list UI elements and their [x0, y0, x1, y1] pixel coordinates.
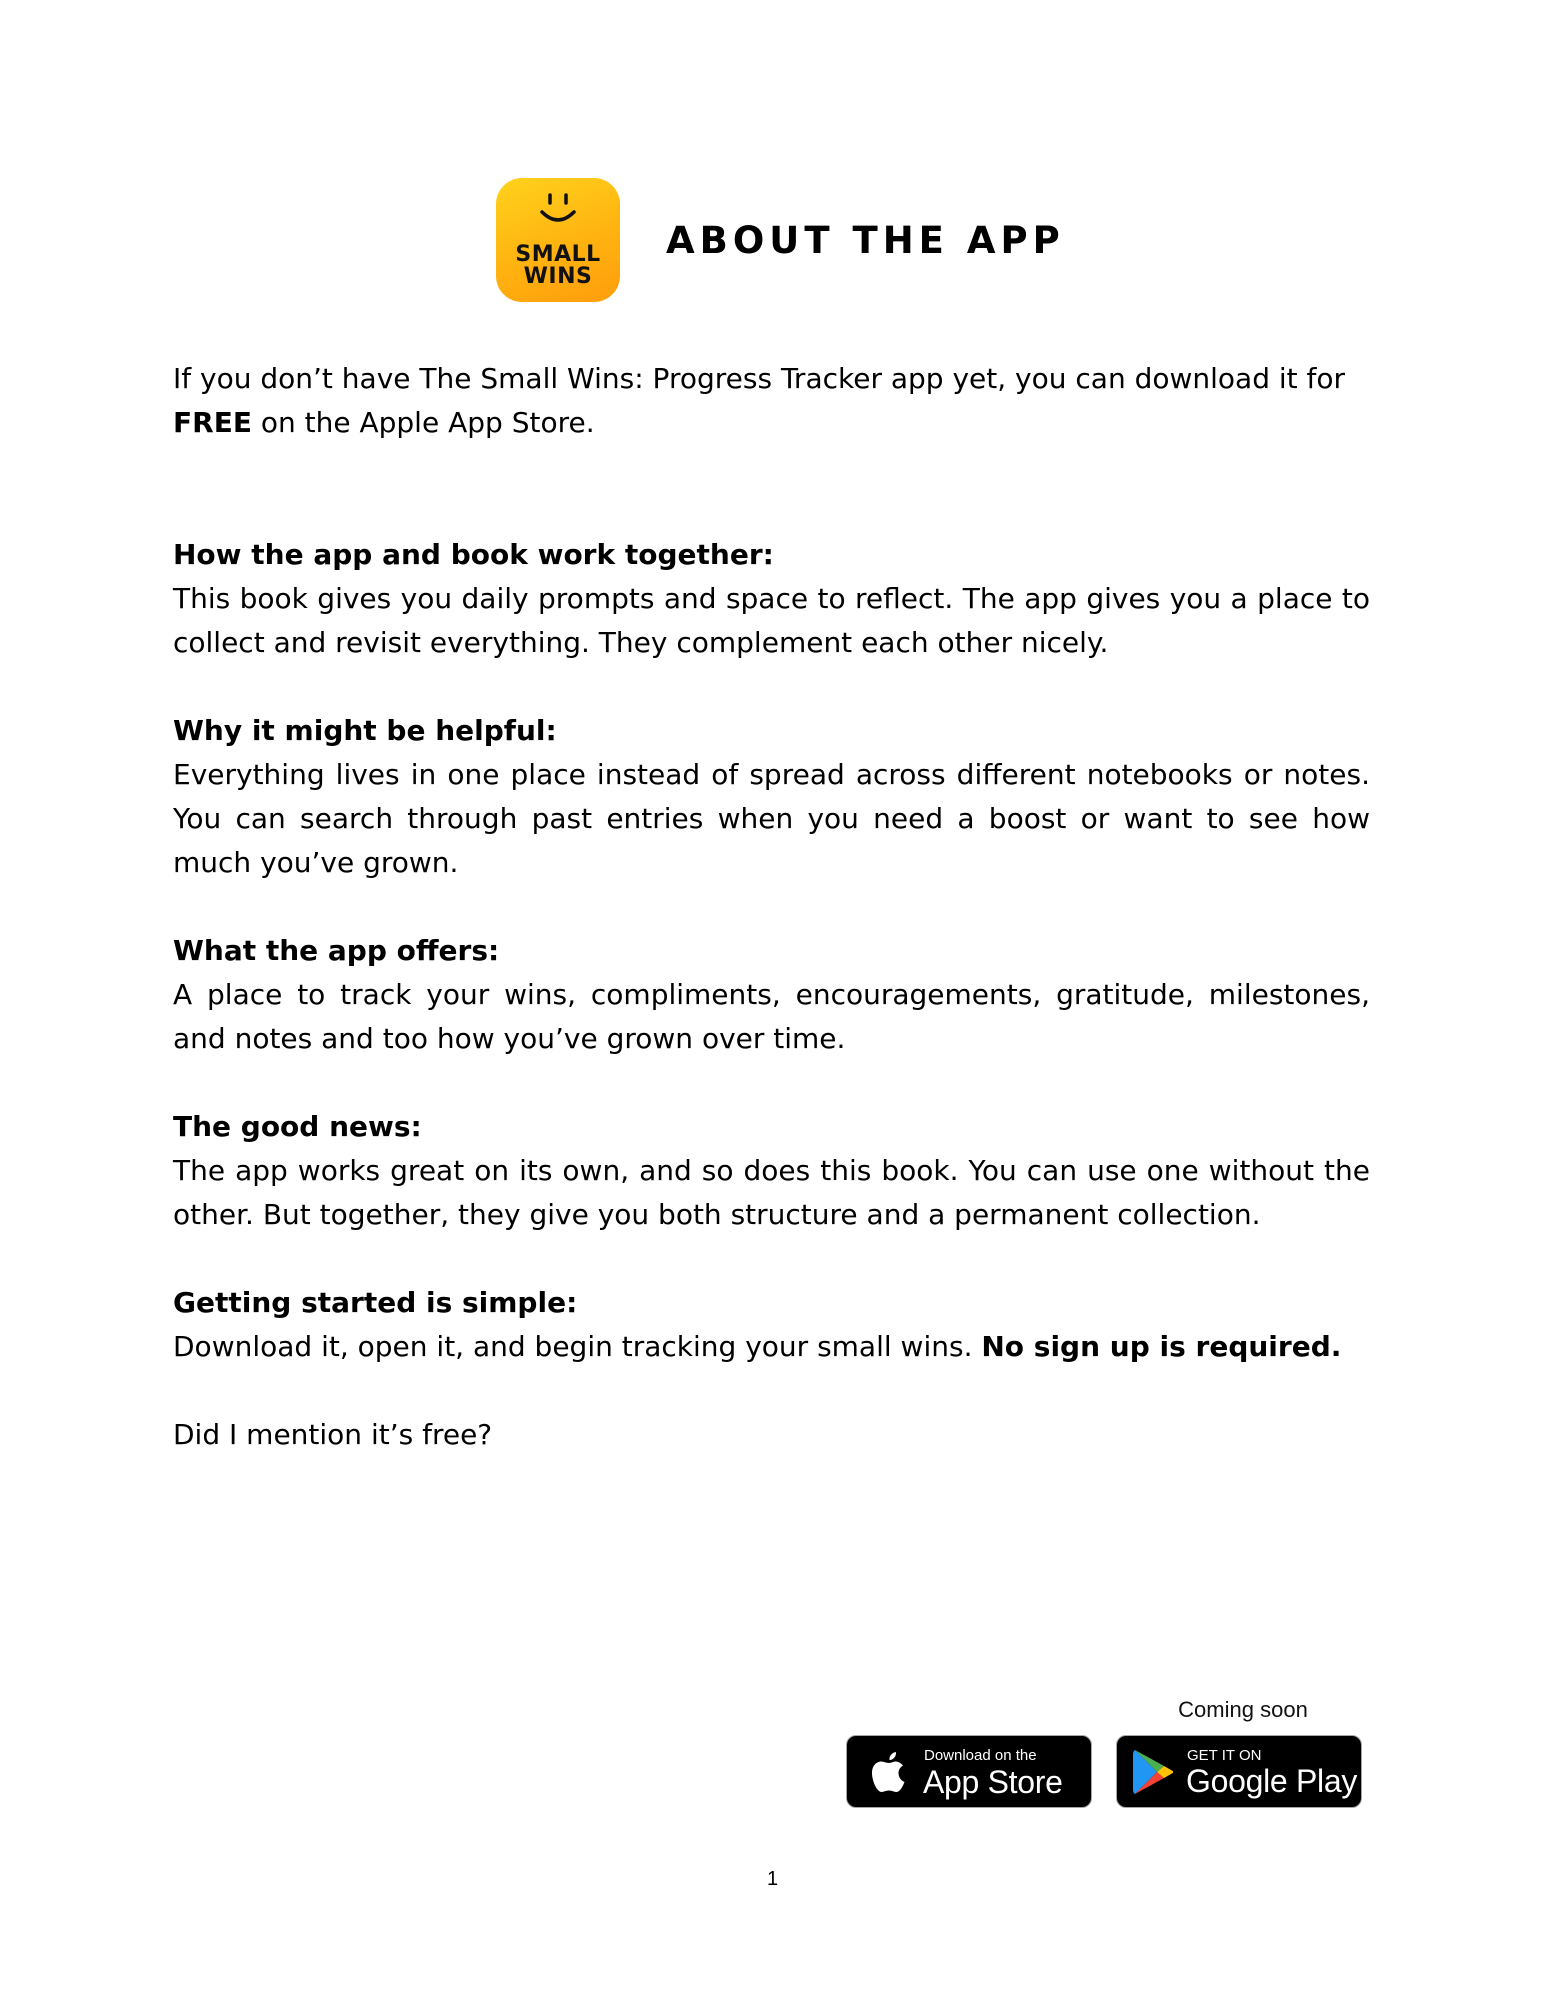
coming-soon-label: Coming soon — [1178, 1697, 1308, 1722]
section-body: This book gives you daily prompts and space to reflect. The app gives you a place to collect and revisit everything. They complement each other nicely. — [173, 582, 1370, 659]
section-body: The app works great on its own, and so does this book. You can use one without the other. But together, they give you both structure and a permanent collection. — [173, 1154, 1370, 1231]
intro-paragraph — [173, 357, 1370, 445]
google-play-logo-icon — [1131, 1747, 1175, 1797]
section-how-it-works — [173, 533, 1370, 665]
closing-line: Did I mention it’s free? — [173, 1418, 493, 1451]
small-wins-app-icon — [496, 178, 620, 302]
page-title: ABOUT THE APP — [666, 218, 1065, 262]
app-icon-line2: WINS — [523, 264, 593, 289]
intro-bold: FREE — [173, 406, 252, 439]
section-body-text: Download it, open it, and begin tracking your small wins. — [173, 1330, 982, 1363]
page-content — [173, 357, 1370, 1457]
section-body — [173, 1325, 1370, 1369]
page-number: 1 — [766, 1868, 779, 1890]
section-heading: What the app offers: — [173, 934, 500, 967]
section-body: Everything lives in one place instead of spread across different notebooks or notes. You can search through past entries when you need a boost or want to see how much you’ve grown. — [173, 758, 1370, 879]
app-store-big-text: App Store — [923, 1764, 1063, 1800]
app-store-small-text: Download on the — [924, 1747, 1037, 1764]
app-store-badge[interactable] — [846, 1735, 1092, 1808]
intro-text: If you don’t have The Small Wins: Progress Tracker app yet, you can download it for — [173, 362, 1346, 395]
section-heading: Getting started is simple: — [173, 1286, 578, 1319]
section-app-offers — [173, 929, 1370, 1061]
section-heading: Why it might be helpful: — [173, 714, 557, 747]
section-good-news — [173, 1105, 1370, 1237]
page-header — [496, 178, 1065, 302]
google-play-badge[interactable] — [1116, 1735, 1362, 1808]
section-heading: How the app and book work together: — [173, 538, 774, 571]
intro-text-end: on the Apple App Store. — [251, 406, 595, 439]
section-why-helpful — [173, 709, 1370, 885]
section-body: A place to track your wins, compliments, encouragements, gratitude, milestones, and notes and too how you’ve grown over time. — [173, 978, 1370, 1055]
section-getting-started — [173, 1281, 1370, 1369]
section-body-bold: No sign up is required. — [981, 1330, 1342, 1363]
google-play-big-text: Google Play — [1186, 1763, 1358, 1799]
apple-logo-icon — [869, 1748, 909, 1796]
section-heading: The good news: — [173, 1110, 422, 1143]
app-icon-line1: SMALL — [515, 242, 601, 267]
google-play-small-text: GET IT ON — [1187, 1747, 1262, 1764]
